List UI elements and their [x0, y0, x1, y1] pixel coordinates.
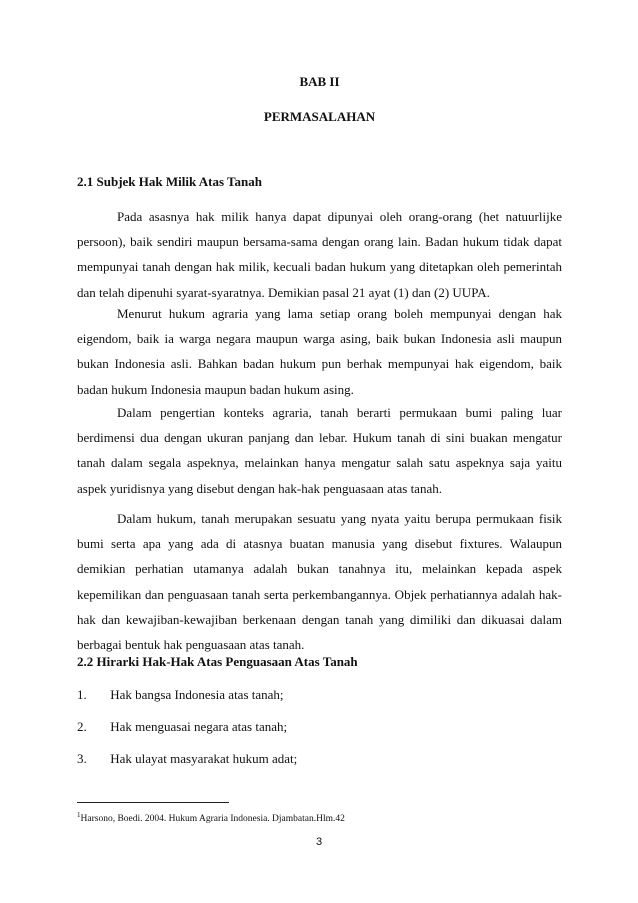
- list-number: 2.: [77, 719, 87, 734]
- section-heading-2-1: 2.1 Subjek Hak Milik Atas Tanah: [77, 174, 262, 189]
- list-item: [77, 751, 297, 767]
- list-item: [77, 719, 287, 735]
- chapter-title: PERMASALAHAN: [263, 109, 376, 124]
- list-number: 3.: [77, 751, 87, 766]
- list-number: 1.: [77, 687, 87, 702]
- footnote: [77, 811, 345, 824]
- list-text: Hak menguasai negara atas tanah;: [110, 719, 288, 734]
- list-text: Hak ulayat masyarakat hukum adat;: [110, 751, 298, 766]
- footnote-text: Harsono, Boedi. 2004. Hukum Agraria Indonesia. Djambatan.Hlm.42: [80, 814, 345, 825]
- list-item: [77, 687, 284, 703]
- footnote-divider: [77, 802, 229, 803]
- paragraph-3: Dalam pengertian konteks agraria, tanah berarti permukaan bumi paling luar berdimensi dua dengan ukuran panjang dan lebar. Hukum tanah di sini buakan mengatur tanah dalam segala aspeknya, melainkan hanya mengatur salah satu aspeknya saja yaitu aspek yuridisnya yang disebut dengan hak-hak penguasaan atas tanah.: [77, 405, 562, 496]
- page-number: 3: [315, 836, 323, 848]
- paragraph-4: Dalam hukum, tanah merupakan sesuatu yang nyata yaitu berupa permukaan fisik bumi serta apa yang ada di atasnya buatan manusia yang disebut fixtures. Walaupun demikian perhatian utamanya adalah bukan tanahnya itu, melainkan kepada aspek kepemilikan dan penguasaan tanah serta perkembangannya. Objek perhatiannya adalah hak-hak dan kewajiban-kewajiban berkenaan dengan tanah yang dimiliki dan dikuasai dalam berbagai bentuk hak penguasaan atas tanah.: [77, 511, 562, 653]
- list-text: Hak bangsa Indonesia atas tanah;: [110, 687, 284, 702]
- section-heading-2-2: 2.2 Hirarki Hak-Hak Atas Penguasaan Atas Tanah: [77, 654, 358, 669]
- footnote-marker: 1: [77, 811, 81, 819]
- chapter-label: BAB II: [299, 74, 340, 89]
- paragraph-2: Menurut hukum agraria yang lama setiap orang boleh mempunyai dengan hak eigendom, baik ia warga negara maupun warga asing, baik bukan Indonesia asli maupun bukan Indonesia asli. Bahkan badan hukum pun berhak mempunyai hak eigendom, baik badan hukum Indonesia maupun badan hukum asing.: [77, 306, 562, 397]
- paragraph-1: Pada asasnya hak milik hanya dapat dipunyai oleh orang-orang (het natuurlijke persoon), baik sendiri maupun bersama-sama dengan orang lain. Badan hukum tidak dapat mempunyai tanah dengan hak milik, kecuali badan hukum yang ditetapkan oleh pemerintah dan telah dipenuhi syarat-syaratnya. Demikian pasal 21 ayat (1) dan (2) UUPA.: [77, 209, 562, 300]
